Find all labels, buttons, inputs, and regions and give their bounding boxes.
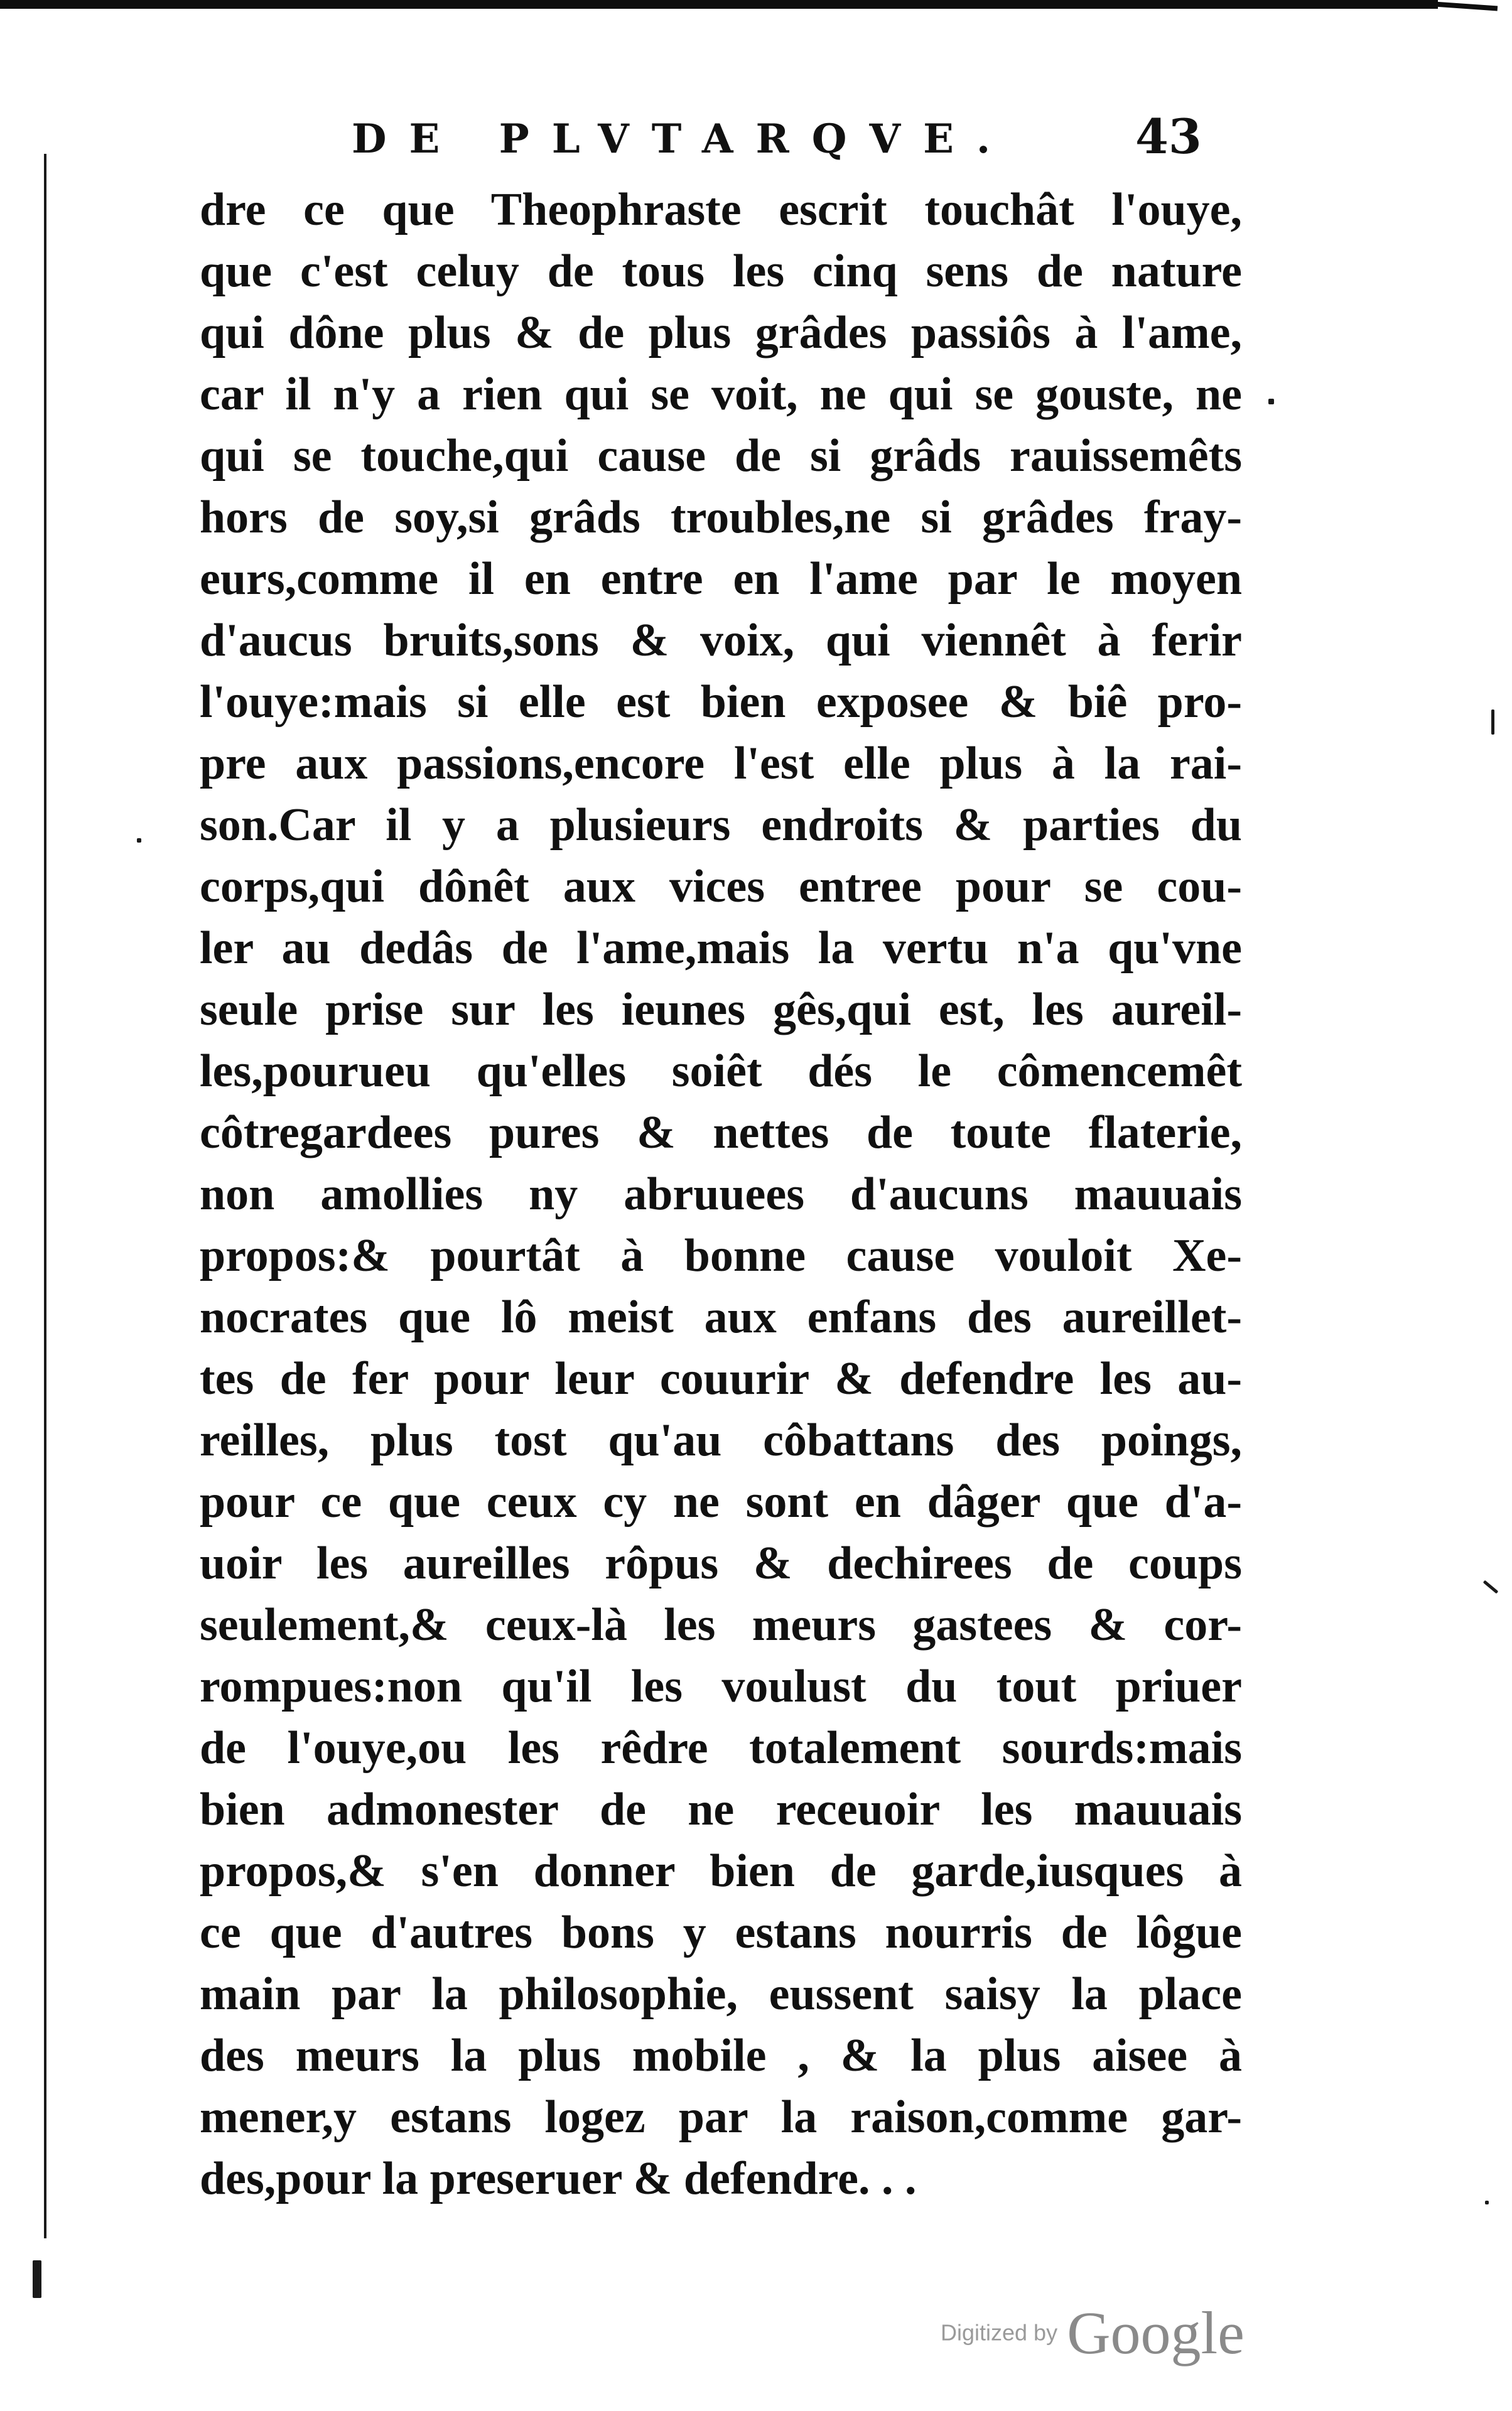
text-line: bien admonester de ne receuoir les mauuais (200, 1784, 1242, 1835)
speck (33, 2260, 41, 2298)
speck (1491, 709, 1494, 735)
speck (1485, 2201, 1489, 2204)
text-line: qui se touche,qui cause de si grâds rauissemêts (200, 430, 1242, 482)
text-line: mener,y estans logez par la raison,comme gar- (200, 2091, 1242, 2143)
text-line: dre ce que Theophraste escrit touchât l'ouye, (200, 184, 1242, 235)
text-line: pour ce que ceux cy ne sont en dâger que d'a- (200, 1476, 1242, 1528)
text-line: propos,& s'en donner bien de garde,iusques à (200, 1845, 1242, 1897)
body-text (200, 179, 1242, 2209)
text-line: des,pour la preseruer & defendre. . . (200, 2153, 917, 2204)
digitized-watermark (941, 2298, 1245, 2368)
scan-edge-left (44, 154, 46, 2238)
text-line: que c'est celuy de tous les cinq sens de nature (200, 245, 1242, 297)
speck (137, 838, 141, 843)
text-line: l'ouye:mais si elle est bien exposee & biê pro- (200, 676, 1242, 728)
google-logo: Google (1067, 2299, 1245, 2366)
text-line: côtregardees pures & nettes de toute flaterie, (200, 1107, 1242, 1158)
speck (1268, 399, 1274, 404)
text-line: d'aucus bruits,sons & voix, qui viennêt à ferir (200, 615, 1242, 666)
text-line: non amollies ny abruuees d'aucuns mauuais (200, 1168, 1242, 1220)
text-line: son.Car il y a plusieurs endroits & parties du (200, 799, 1242, 851)
scan-edge-top (0, 0, 1438, 9)
text-line: corps,qui dônêt aux vices entree pour se cou- (200, 861, 1242, 912)
text-line: seulement,& ceux-là les meurs gastees & cor- (200, 1599, 1242, 1651)
running-title: DE PLVTARQVE. (352, 116, 1013, 163)
text-line: ler au dedâs de l'ame,mais la vertu n'a qu'vne (200, 922, 1242, 974)
text-line: uoir les aureilles rôpus & dechirees de coups (200, 1538, 1242, 1589)
text-line: car il n'y a rien qui se voit, ne qui se gouste, ne (200, 369, 1242, 420)
text-line: pre aux passions,encore l'est elle plus à la rai- (200, 738, 1242, 789)
text-line: seule prise sur les ieunes gês,qui est, les aureil- (200, 984, 1242, 1035)
text-line: tes de fer pour leur couurir & defendre les au- (200, 1353, 1242, 1405)
text-line: hors de soy,si grâds troubles,ne si grâdes fray- (200, 492, 1242, 543)
text-line: ce que d'autres bons y estans nourris de lôgue (200, 1907, 1242, 1958)
text-line: rompues:non qu'il les voulust du tout priuer (200, 1661, 1242, 1712)
text-line: main par la philosophie, eussent saisy la place (200, 1968, 1242, 2020)
text-line: les,pourueu qu'elles soiêt dés le cômencemêt (200, 1045, 1242, 1097)
text-line: qui dône plus & de plus grâdes passiôs à l'ame, (200, 307, 1242, 359)
digitized-by-label: Digitized by (941, 2319, 1058, 2346)
page-number: 43 (1135, 109, 1202, 165)
text-line: de l'ouye,ou les rêdre totalement sourds:mais (200, 1722, 1242, 1774)
text-line: nocrates que lô meist aux enfans des aureillet- (200, 1292, 1242, 1343)
speck (1483, 1580, 1499, 1594)
text-line: eurs,comme il en entre en l'ame par le moyen (200, 553, 1242, 605)
text-line: propos:& pourtât à bonne cause vouloit Xe- (200, 1230, 1242, 1281)
text-line: des meurs la plus mobile , & la plus aisee à (200, 2030, 1242, 2081)
text-line: reilles, plus tost qu'au côbattans des poings, (200, 1415, 1242, 1466)
